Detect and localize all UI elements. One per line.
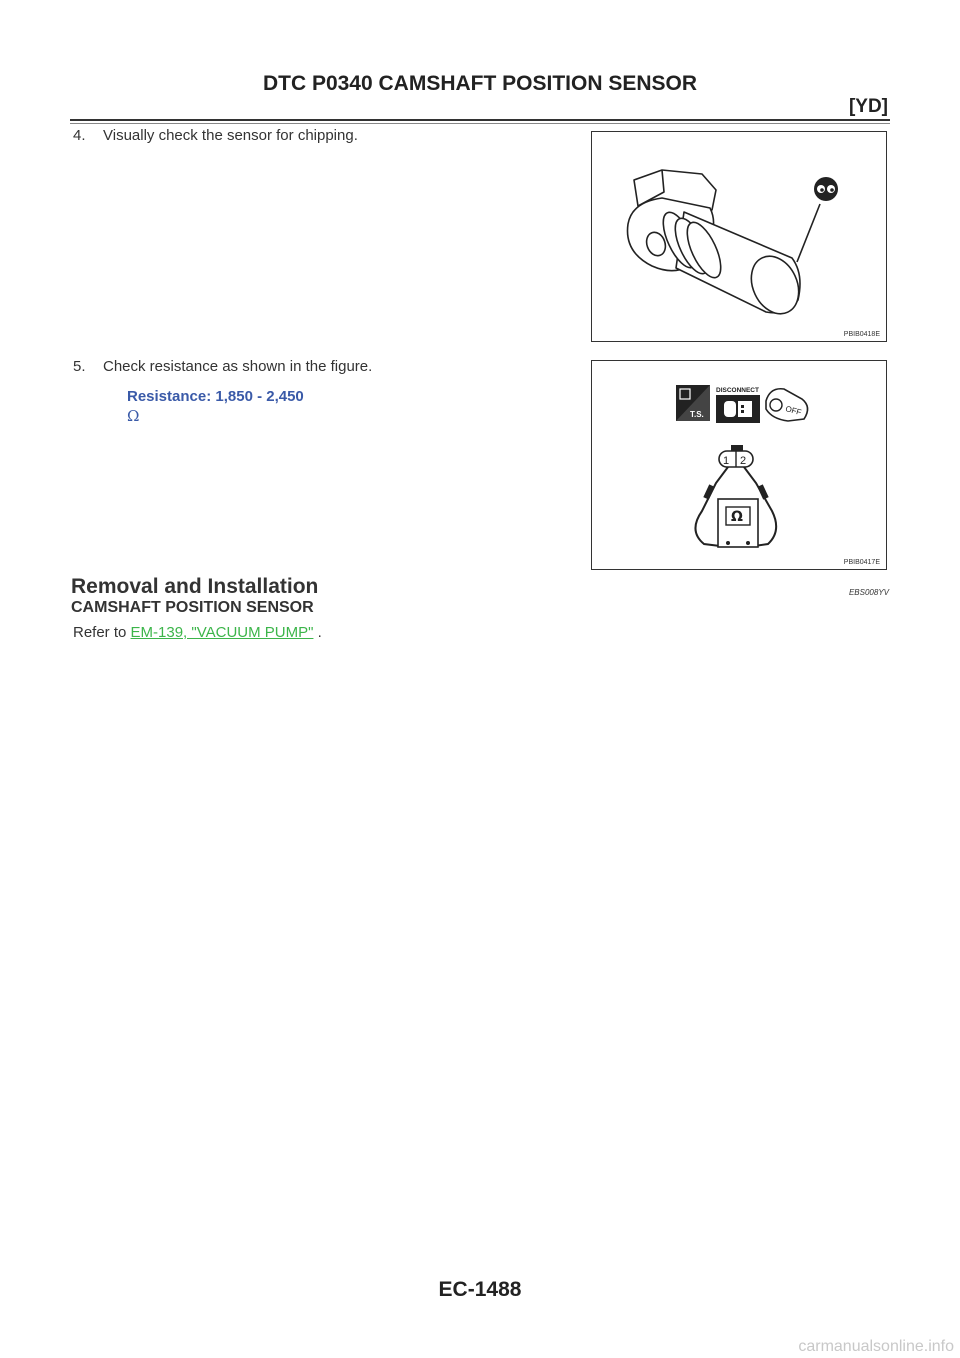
- ts-label: T.S.: [690, 410, 704, 419]
- page-number: EC-1488: [438, 1278, 522, 1301]
- reference-suffix: .: [313, 624, 322, 641]
- step-number: 5.: [73, 358, 86, 375]
- section-code: EBS008YV: [848, 588, 889, 597]
- figure-code: PBIB0417E: [843, 559, 880, 566]
- reference-link[interactable]: EM-139, "VACUUM PUMP": [130, 624, 314, 641]
- disconnect-label: DISCONNECT: [716, 387, 759, 394]
- sensor-figure: [591, 131, 887, 342]
- figure-code: PBIB0418E: [843, 331, 880, 338]
- step-item: [73, 358, 372, 375]
- step-number: 4.: [73, 127, 86, 144]
- section-heading: Removal and Installation: [71, 575, 319, 598]
- ts-badge-icon: [676, 385, 710, 421]
- key-off-label: OFF: [784, 404, 803, 418]
- camshaft-sensor-illustration: [592, 132, 886, 341]
- step-text: Check resistance as shown in the figure.: [103, 358, 373, 375]
- subsection-heading: CAMSHAFT POSITION SENSOR: [71, 599, 314, 616]
- ohm-symbol: Ω: [731, 509, 743, 525]
- header-divider: [70, 119, 890, 121]
- disconnect-connector-icon: [716, 395, 760, 423]
- resistance-unit: Ω: [127, 407, 140, 425]
- terminal-2-label: 2: [740, 455, 747, 467]
- page-title: DTC P0340 CAMSHAFT POSITION SENSOR: [262, 72, 698, 95]
- ignition-key-off-icon: [766, 389, 808, 421]
- header-divider-thin: [70, 123, 890, 124]
- visual-check-icon: [814, 177, 838, 201]
- resistance-spec: Resistance: 1,850 - 2,450: [127, 388, 304, 405]
- step-text: Visually check the sensor for chipping.: [103, 127, 358, 144]
- reference-line: [73, 624, 322, 641]
- ohmmeter-icon: [718, 499, 758, 547]
- step-item: [73, 127, 358, 144]
- terminal-1-label: 1: [723, 455, 730, 467]
- resistance-figure: [591, 360, 887, 570]
- resistance-check-illustration: [592, 361, 886, 569]
- watermark: carmanualsonline.info: [798, 1338, 954, 1355]
- reference-prefix: Refer to: [73, 624, 127, 641]
- section-tag: [YD]: [848, 96, 888, 117]
